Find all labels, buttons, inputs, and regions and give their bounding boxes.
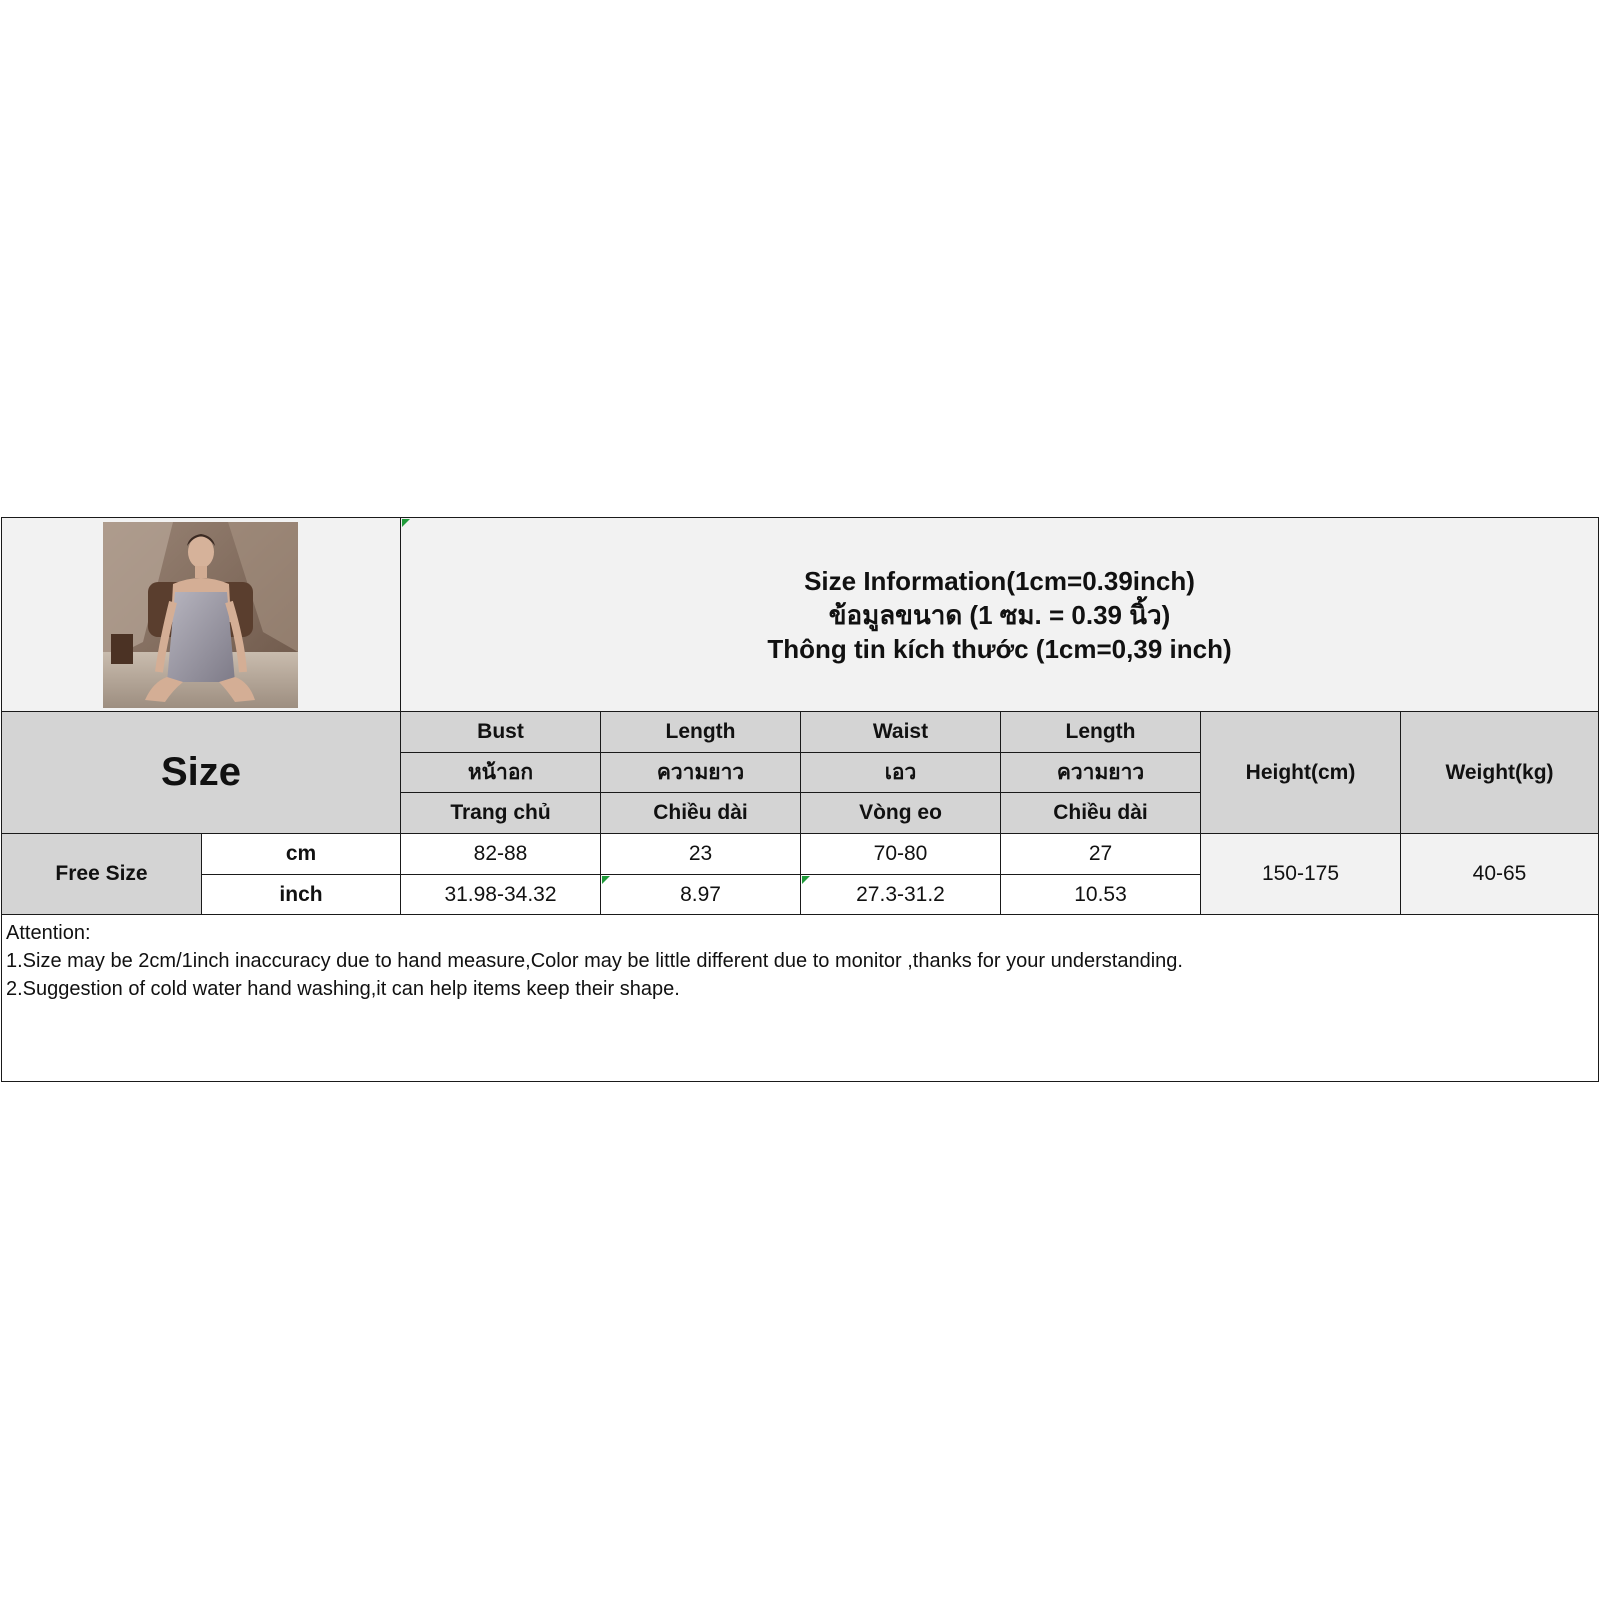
attention-notes bbox=[1, 914, 1599, 1082]
size-header: Size bbox=[1, 711, 401, 834]
unit-cm: cm bbox=[201, 833, 401, 875]
col-waist-vi: Vòng eo bbox=[800, 792, 1001, 834]
cell-corner-marker bbox=[402, 519, 410, 527]
bust-cm: 82-88 bbox=[400, 833, 601, 875]
product-photo-art bbox=[103, 522, 298, 708]
waist-inch: 27.3-31.2 bbox=[800, 874, 1001, 915]
col-waist-th: เอว bbox=[800, 752, 1001, 793]
title-thai: ข้อมูลขนาด (1 ซม. = 0.39 นิ้ว) bbox=[828, 599, 1171, 630]
bust-inch: 31.98-34.32 bbox=[400, 874, 601, 915]
size-info-title bbox=[400, 517, 1599, 712]
col-waist-en: Waist bbox=[800, 711, 1001, 753]
product-photo bbox=[103, 522, 298, 708]
cell-corner-marker bbox=[802, 876, 810, 884]
title-vietnamese: Thông tin kích thước (1cm=0,39 inch) bbox=[767, 633, 1232, 664]
waist-cm: 70-80 bbox=[800, 833, 1001, 875]
attention-heading: Attention: bbox=[6, 922, 91, 944]
col-bust-th: หน้าอก bbox=[400, 752, 601, 793]
col-bust-vi: Trang chủ bbox=[400, 792, 601, 834]
col-length-th: ความยาว bbox=[600, 752, 801, 793]
col-length2-en: Length bbox=[1000, 711, 1201, 753]
col-length-en: Length bbox=[600, 711, 801, 753]
length2-cm: 27 bbox=[1000, 833, 1201, 875]
col-height: Height(cm) bbox=[1200, 711, 1401, 834]
col-length2-vi: Chiều dài bbox=[1000, 792, 1201, 834]
col-weight: Weight(kg) bbox=[1400, 711, 1599, 834]
title-english: Size Information(1cm=0.39inch) bbox=[804, 565, 1195, 596]
height-value: 150-175 bbox=[1200, 833, 1401, 915]
attention-line-1: 1.Size may be 2cm/1inch inaccuracy due to hand measure,Color may be little different due to monitor ,thanks for your understanding. bbox=[6, 950, 1183, 972]
length2-inch: 10.53 bbox=[1000, 874, 1201, 915]
weight-value: 40-65 bbox=[1400, 833, 1599, 915]
col-length-vi: Chiều dài bbox=[600, 792, 801, 834]
size-name-cell: Free Size bbox=[1, 833, 202, 915]
unit-inch: inch bbox=[201, 874, 401, 915]
col-bust-en: Bust bbox=[400, 711, 601, 753]
cell-corner-marker bbox=[602, 876, 610, 884]
col-length2-th: ความยาว bbox=[1000, 752, 1201, 793]
length-cm: 23 bbox=[600, 833, 801, 875]
attention-line-2: 2.Suggestion of cold water hand washing,it can help items keep their shape. bbox=[6, 978, 680, 1000]
length-inch: 8.97 bbox=[600, 874, 801, 915]
